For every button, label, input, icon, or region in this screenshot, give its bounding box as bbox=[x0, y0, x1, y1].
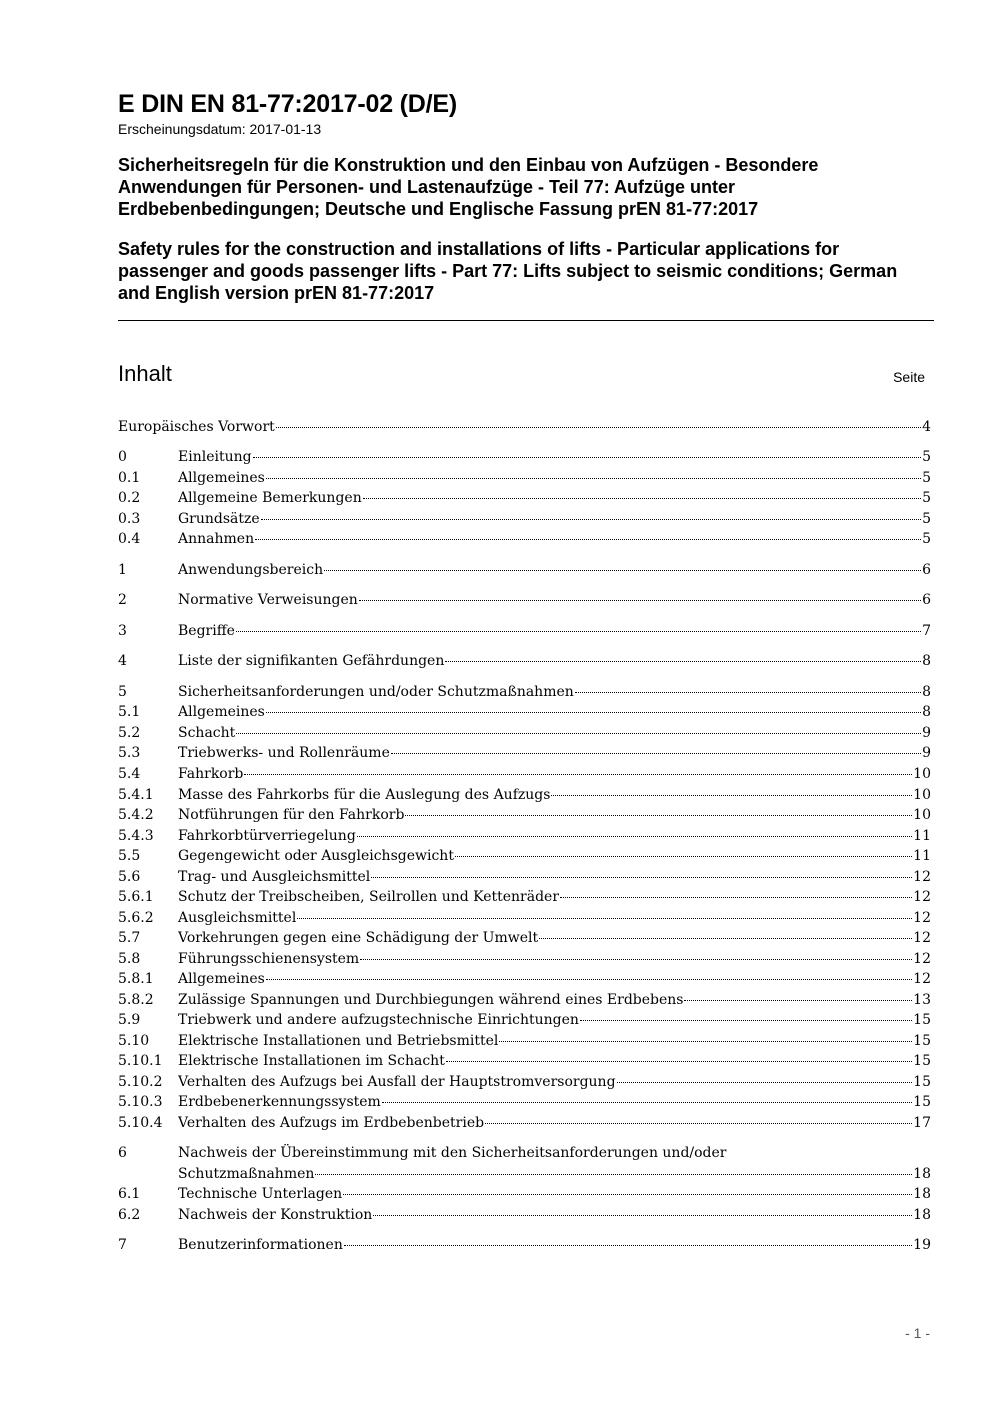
toc-entry-number: 5.6.2 bbox=[118, 910, 154, 926]
toc-entry-page: 8 bbox=[922, 684, 931, 700]
toc-entry-page: 18 bbox=[913, 1186, 931, 1202]
toc-entry-title: Triebwerks- und Rollenräume bbox=[178, 745, 390, 761]
toc-entry[interactable] bbox=[118, 529, 931, 550]
toc-leader bbox=[344, 1245, 912, 1246]
toc-entry-page: 8 bbox=[922, 704, 931, 720]
toc-entry-number: 5.10.2 bbox=[118, 1074, 163, 1090]
toc-entry-page: 12 bbox=[913, 910, 931, 926]
toc-entry-page: 5 bbox=[922, 511, 931, 527]
toc-leader bbox=[363, 498, 921, 499]
document-header bbox=[118, 88, 934, 305]
toc-entry-number: 0.4 bbox=[118, 531, 141, 547]
toc-entry-number: 5.7 bbox=[118, 930, 141, 946]
toc-entry[interactable] bbox=[118, 1143, 931, 1184]
toc-entry[interactable] bbox=[118, 785, 931, 806]
toc-leader bbox=[446, 1061, 912, 1062]
toc-entry-title: Triebwerk und andere aufzugstechnische Einrichtungen bbox=[178, 1012, 579, 1028]
toc-entry-title: Allgemeines bbox=[178, 470, 265, 486]
toc-entry-page: 8 bbox=[922, 653, 931, 669]
toc-entry[interactable] bbox=[118, 468, 931, 489]
toc-leader bbox=[236, 733, 921, 734]
toc-entry-number: 0.3 bbox=[118, 511, 141, 527]
toc-entry-number: 0.1 bbox=[118, 470, 141, 486]
toc-leader bbox=[315, 1174, 912, 1175]
toc-entry-page: 5 bbox=[922, 470, 931, 486]
toc-entry-title: Annahmen bbox=[178, 531, 255, 547]
toc-entry[interactable] bbox=[118, 764, 931, 785]
toc-leader bbox=[551, 795, 912, 796]
toc-entry-page: 11 bbox=[913, 848, 931, 864]
toc-entry[interactable] bbox=[118, 1072, 931, 1093]
toc-entry-title: Begriffe bbox=[178, 623, 235, 639]
toc-entry-title: Grundsätze bbox=[178, 511, 260, 527]
toc-leader bbox=[360, 959, 912, 960]
toc-entry[interactable] bbox=[118, 723, 931, 744]
toc-entry-title: Verhalten des Aufzugs bei Ausfall der Hauptstromversorgung bbox=[178, 1074, 616, 1090]
toc-entry-page: 6 bbox=[922, 592, 931, 608]
toc-entry-number: 5.6.1 bbox=[118, 889, 154, 905]
toc-entry[interactable] bbox=[118, 949, 931, 970]
toc-entry-title: Schutz der Treibscheiben, Seilrollen und Kettenräder bbox=[178, 889, 560, 905]
toc-entry-number: 5.4.2 bbox=[118, 807, 154, 823]
toc-entry-title: Normative Verweisungen bbox=[178, 592, 358, 608]
toc-entry[interactable] bbox=[118, 826, 931, 847]
toc-entry-page: 5 bbox=[922, 449, 931, 465]
document-id: E DIN EN 81-77:2017-02 (D/E) bbox=[118, 90, 457, 118]
toc-entry-number: 5.6 bbox=[118, 869, 141, 885]
toc-entry-title: Fahrkorb bbox=[178, 766, 244, 782]
toc-entry-page: 5 bbox=[922, 490, 931, 506]
toc-entry[interactable] bbox=[118, 990, 931, 1011]
toc-leader bbox=[244, 774, 912, 775]
toc-entry-number: 6.2 bbox=[118, 1207, 141, 1223]
toc-leader bbox=[357, 836, 912, 837]
toc-entry-number: 5.1 bbox=[118, 704, 141, 720]
toc-entry[interactable] bbox=[118, 887, 931, 908]
toc-leader bbox=[373, 1215, 912, 1216]
toc-entry-title: Elektrische Installationen und Betriebsmittel bbox=[178, 1033, 499, 1049]
toc-leader bbox=[266, 979, 912, 980]
toc-entry-page: 15 bbox=[913, 1033, 931, 1049]
toc-entry[interactable] bbox=[118, 969, 931, 990]
toc-entry-number: 6 bbox=[118, 1145, 127, 1161]
toc-entry[interactable] bbox=[118, 651, 931, 672]
toc-entry-title: Einleitung bbox=[178, 449, 252, 465]
toc-entry-page: 12 bbox=[913, 930, 931, 946]
toc-entry[interactable] bbox=[118, 560, 931, 581]
toc-leader bbox=[499, 1041, 912, 1042]
toc-leader bbox=[617, 1082, 913, 1083]
toc-entry-title: Allgemeines bbox=[178, 704, 265, 720]
toc-entry-page: 7 bbox=[922, 623, 931, 639]
toc-entry-title: Europäisches Vorwort bbox=[118, 419, 275, 435]
toc-entry-number: 0.2 bbox=[118, 490, 141, 506]
toc-entry-title: Ausgleichsmittel bbox=[178, 910, 297, 926]
toc-entry[interactable] bbox=[118, 846, 931, 867]
toc-entry-page: 12 bbox=[913, 951, 931, 967]
toc-heading: Inhalt bbox=[118, 361, 172, 386]
toc-entry[interactable] bbox=[118, 682, 931, 703]
toc-leader bbox=[391, 753, 921, 754]
toc-leader bbox=[253, 457, 922, 458]
toc-entry-number: 5.10 bbox=[118, 1033, 150, 1049]
toc-leader bbox=[539, 938, 912, 939]
header-divider bbox=[118, 320, 934, 321]
toc-leader bbox=[371, 877, 912, 878]
toc-entry[interactable] bbox=[118, 867, 931, 888]
toc-entry-title: Schacht bbox=[178, 725, 236, 741]
toc-entry-title: Erdbebenerkennungssystem bbox=[178, 1094, 381, 1110]
toc-entry-page: 17 bbox=[913, 1115, 931, 1131]
toc-leader bbox=[684, 1000, 912, 1001]
toc-entry-page: 12 bbox=[913, 971, 931, 987]
toc-entry-page: 9 bbox=[922, 725, 931, 741]
toc-entry[interactable] bbox=[118, 488, 931, 509]
toc-entry-title-block bbox=[178, 1143, 931, 1184]
toc-entry-title: Führungsschienensystem bbox=[178, 951, 360, 967]
toc-entry[interactable] bbox=[118, 1113, 931, 1134]
toc-leader bbox=[485, 1123, 912, 1124]
toc-entry-number: 3 bbox=[118, 623, 127, 639]
toc-entry-number: 1 bbox=[118, 562, 127, 578]
toc-entry-title: Trag- und Ausgleichsmittel bbox=[178, 869, 371, 885]
toc-entry-number: 5 bbox=[118, 684, 127, 700]
toc-entry-number: 5.8.2 bbox=[118, 992, 154, 1008]
toc-entry-number: 5.4.1 bbox=[118, 787, 154, 803]
toc-entry[interactable] bbox=[118, 805, 931, 826]
toc-leader bbox=[266, 712, 921, 713]
page-number: - 1 - bbox=[905, 1325, 930, 1341]
title-english: Safety rules for the construction and installations of lifts - Particular applications for passenger and goods passenger lifts - Part 77: Lifts subject to seismic conditions; German and English version prEN 81-77:2017 bbox=[118, 239, 898, 303]
toc-page-label: Seite bbox=[893, 369, 925, 385]
toc-entry-title-line2 bbox=[178, 1164, 931, 1185]
toc-entry-page: 15 bbox=[913, 1012, 931, 1028]
toc-entry-page: 11 bbox=[913, 828, 931, 844]
toc-entry-number: 5.5 bbox=[118, 848, 141, 864]
toc-entry-page: 12 bbox=[913, 889, 931, 905]
toc-entry-number: 5.3 bbox=[118, 745, 141, 761]
toc-entry-page: 18 bbox=[913, 1207, 931, 1223]
toc-entry-number: 5.8 bbox=[118, 951, 141, 967]
toc-entry-page: 15 bbox=[913, 1053, 931, 1069]
toc-leader bbox=[236, 631, 921, 632]
toc-entry[interactable] bbox=[118, 1092, 931, 1113]
toc-entry[interactable] bbox=[118, 1010, 931, 1031]
toc-entry-title: Sicherheitsanforderungen und/oder Schutzmaßnahmen bbox=[178, 684, 574, 700]
toc-entry[interactable] bbox=[118, 908, 931, 929]
toc-entry-title: Benutzerinformationen bbox=[178, 1237, 343, 1253]
toc-entry-number: 5.2 bbox=[118, 725, 141, 741]
toc-leader bbox=[455, 856, 912, 857]
toc-entry-number: 5.10.3 bbox=[118, 1094, 163, 1110]
toc-leader bbox=[343, 1194, 912, 1195]
toc-entry-number: 2 bbox=[118, 592, 127, 608]
toc-entry-page: 15 bbox=[913, 1074, 931, 1090]
toc-entry-page: 15 bbox=[913, 1094, 931, 1110]
toc-entry-title: Allgemeine Bemerkungen bbox=[178, 490, 362, 506]
toc-entry[interactable] bbox=[118, 1031, 931, 1052]
toc-entry-title: Anwendungsbereich bbox=[178, 562, 324, 578]
toc-entry-number: 6.1 bbox=[118, 1186, 141, 1202]
toc-entry-number: 5.4 bbox=[118, 766, 141, 782]
toc-entry[interactable] bbox=[118, 702, 931, 723]
toc-leader bbox=[575, 692, 921, 693]
toc-entry[interactable] bbox=[118, 590, 931, 611]
toc-entry-title: Zulässige Spannungen und Durchbiegungen während eines Erdbebens bbox=[178, 992, 684, 1008]
toc-entry-title: Liste der signifikanten Gefährdungen bbox=[178, 653, 445, 669]
toc-entry-number: 4 bbox=[118, 653, 127, 669]
toc-entry-title: Notführungen für den Fahrkorb bbox=[178, 807, 405, 823]
toc-entry-page: 13 bbox=[913, 992, 931, 1008]
toc-leader bbox=[445, 661, 921, 662]
toc-entry-title: Nachweis der Konstruktion bbox=[178, 1207, 373, 1223]
toc-leader bbox=[382, 1102, 912, 1103]
toc-entry-title: Gegengewicht oder Ausgleichsgewicht bbox=[178, 848, 454, 864]
toc-entry[interactable] bbox=[118, 509, 931, 530]
toc-entry-title-continued: Schutzmaßnahmen bbox=[178, 1165, 315, 1182]
toc-entry[interactable] bbox=[118, 743, 931, 764]
toc-entry-number: 0 bbox=[118, 449, 127, 465]
toc-entry[interactable] bbox=[118, 928, 931, 949]
toc-entry-page: 10 bbox=[913, 787, 931, 803]
toc-entry-page: 4 bbox=[922, 419, 931, 435]
toc-entry-number: 5.4.3 bbox=[118, 828, 154, 844]
toc-entry[interactable] bbox=[118, 417, 931, 438]
toc-entry-page: 10 bbox=[913, 807, 931, 823]
toc-leader bbox=[580, 1020, 912, 1021]
toc-entry-title: Technische Unterlagen bbox=[178, 1186, 343, 1202]
toc-leader bbox=[261, 519, 921, 520]
toc-entry-title: Fahrkorbtürverriegelung bbox=[178, 828, 356, 844]
toc-entry[interactable] bbox=[118, 1051, 931, 1072]
toc-leader bbox=[266, 478, 921, 479]
toc-entry-page: 10 bbox=[913, 766, 931, 782]
toc-leader bbox=[297, 918, 912, 919]
toc-entry-number: 5.10.4 bbox=[118, 1115, 163, 1131]
toc-entry-number: 7 bbox=[118, 1237, 127, 1253]
toc-leader bbox=[359, 600, 921, 601]
toc-entry-number: 5.8.1 bbox=[118, 971, 154, 987]
toc-entry-page: 19 bbox=[913, 1237, 931, 1253]
toc-entry-title: Elektrische Installationen im Schacht bbox=[178, 1053, 445, 1069]
toc-leader bbox=[276, 427, 921, 428]
toc-leader bbox=[405, 815, 912, 816]
toc-entry-title: Vorkehrungen gegen eine Schädigung der Umwelt bbox=[178, 930, 539, 946]
toc-entry-title: Masse des Fahrkorbs für die Auslegung des Aufzugs bbox=[178, 787, 551, 803]
toc-entry-page: 18 bbox=[913, 1165, 931, 1182]
toc-leader bbox=[255, 539, 921, 540]
toc-entry-title: Nachweis der Übereinstimmung mit den Sicherheitsanforderungen und/oder bbox=[178, 1145, 727, 1161]
toc-entry-title: Verhalten des Aufzugs im Erdbebenbetrieb bbox=[178, 1115, 485, 1131]
toc-entry-page: 12 bbox=[913, 869, 931, 885]
toc-entry-number: 5.10.1 bbox=[118, 1053, 163, 1069]
toc-entry-page: 5 bbox=[922, 531, 931, 547]
toc-entry-title: Allgemeines bbox=[178, 971, 265, 987]
toc-entry[interactable] bbox=[118, 1235, 931, 1256]
toc-entry[interactable] bbox=[118, 447, 931, 468]
title-german: Sicherheitsregeln für die Konstruktion und den Einbau von Aufzügen - Besondere Anwendungen für Personen- und Lastenaufzüge - Teil 77: Aufzüge unter Erdbebenbedingungen; Deutsche und Englische Fassung prEN 81-77:2017 bbox=[118, 155, 819, 219]
toc-leader bbox=[560, 897, 912, 898]
toc-entry-page: 9 bbox=[922, 745, 931, 761]
toc-entry-number: 5.9 bbox=[118, 1012, 141, 1028]
toc-leader bbox=[324, 570, 921, 571]
toc-entry[interactable] bbox=[118, 1205, 931, 1226]
toc-entry-page: 6 bbox=[922, 562, 931, 578]
toc-entry[interactable] bbox=[118, 1184, 931, 1205]
toc-entry[interactable] bbox=[118, 621, 931, 642]
publication-date: Erscheinungsdatum: 2017-01-13 bbox=[118, 121, 322, 137]
